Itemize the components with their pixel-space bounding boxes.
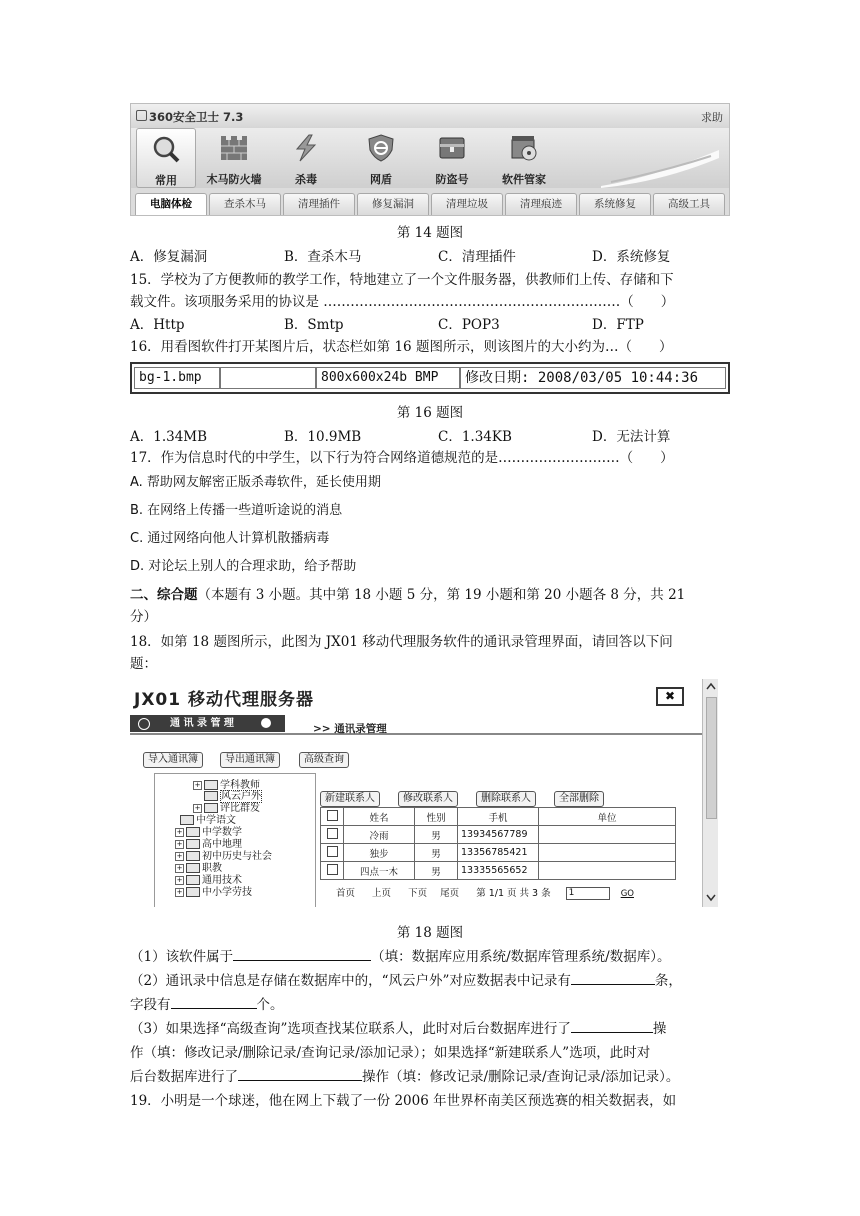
tree-item[interactable]: + 学科教师: [194, 780, 260, 791]
export-contacts-button[interactable]: 导出通讯簿: [220, 752, 280, 768]
page-number-input[interactable]: 1: [566, 887, 610, 900]
table-header-row: [321, 808, 676, 826]
status-modified-date: 修改日期: 2008/03/05 10:44:36: [460, 367, 726, 389]
scroll-down-icon: [703, 891, 718, 905]
tree-item[interactable]: + 职教: [176, 863, 222, 874]
fig18-caption: 第 18 题图: [396, 925, 464, 941]
folder-icon: [186, 887, 200, 897]
tree-item[interactable]: + 评比群发: [194, 803, 260, 814]
tab-advanced-tools[interactable]: 高级工具: [653, 193, 725, 216]
tree-item-selected[interactable]: 风云户外: [204, 787, 262, 802]
software-box-icon: [509, 134, 539, 162]
expand-icon: +: [176, 863, 183, 872]
prev-page-link[interactable]: 上页: [372, 888, 392, 899]
q14-option-b: B．查杀木马: [284, 249, 362, 265]
cell-name: 四点一木: [344, 862, 415, 880]
col-header-unit: 单位: [539, 808, 676, 826]
section2-heading: 二、综合题: [130, 587, 198, 603]
expand-icon: +: [176, 887, 183, 896]
import-contacts-button[interactable]: 导入通讯簿: [143, 752, 203, 768]
q18-sub2-cont: 字段有 个。: [130, 993, 730, 1013]
q15-option-d: D．FTP: [592, 317, 644, 333]
answer-blank[interactable]: [571, 1018, 653, 1033]
close-icon[interactable]: ✖: [656, 687, 684, 706]
cell-name: 冷雨: [344, 826, 415, 844]
q18-sub3-cont2: 后台数据库进行了 操作（填：修改记录/删除记录/查询记录/添加记录）。: [130, 1065, 730, 1085]
q18-line1: 18．如第 18 题图所示，此图为 JX01 移动代理服务软件的通讯录管理界面，请回答以下问: [130, 634, 673, 650]
tree-item[interactable]: 中学语文: [180, 811, 236, 826]
tool-label: 网盾: [370, 173, 392, 186]
answer-blank[interactable]: [233, 946, 371, 961]
section2-desc2: 分）: [130, 609, 157, 625]
decorative-swoosh: [591, 148, 721, 188]
tab-checkup[interactable]: 电脑体检: [135, 193, 207, 216]
tool-label: 防盗号: [435, 173, 469, 186]
tool-anti-theft[interactable]: [423, 128, 481, 186]
q17-option-c: C. 通过网络向他人计算机散播病毒: [130, 531, 330, 546]
tool-label: 常用: [155, 174, 177, 187]
nav-left-icon: [138, 718, 150, 730]
tree-item[interactable]: + 中学数学: [176, 827, 242, 838]
col-header-name: 姓名: [344, 808, 415, 826]
checkbox[interactable]: [327, 864, 338, 875]
cell-unit: [539, 844, 676, 862]
fig18-window: [130, 679, 718, 907]
q15-line2: 载文件。该项服务采用的协议是 …………………………………………………………（ ）: [130, 294, 675, 310]
checkbox[interactable]: [327, 828, 338, 839]
tab-fix-vulns[interactable]: 修复漏洞: [357, 193, 429, 216]
q16-stem: 16．用看图软件打开某图片后，状态栏如第 16 题图所示，则该图片的大小约为…（ ）: [130, 339, 673, 355]
tree-item[interactable]: + 初中历史与社会: [176, 851, 272, 862]
fig14-caption: 第 14 题图: [396, 225, 464, 241]
expand-icon: +: [176, 875, 183, 884]
tab-system-repair[interactable]: 系统修复: [579, 193, 651, 216]
window-scrollbar[interactable]: [702, 679, 718, 907]
checkbox[interactable]: [327, 846, 338, 857]
nav-title[interactable]: 通 讯 录 管 理: [170, 718, 234, 729]
image-viewer-statusbar: [130, 362, 730, 394]
cell-unit: [539, 826, 676, 844]
section2-heading-line: [130, 583, 730, 603]
expand-icon: +: [176, 827, 183, 836]
expand-icon: +: [194, 803, 201, 812]
fig14-window: [130, 103, 730, 216]
cell-name: 独步: [344, 844, 415, 862]
q18-sub2: （2）通讯录中信息是存储在数据库中的，“风云户外”对应数据表中记录有 条，: [130, 969, 730, 989]
cell-mobile: 13335565652: [458, 862, 539, 880]
q16-option-c: C．1.34KB: [438, 429, 512, 445]
tree-item[interactable]: + 高中地理: [176, 839, 242, 850]
scroll-up-icon: [703, 679, 718, 693]
q18-sub1: （1）该软件属于 （填：数据库应用系统/数据库管理系统/数据库）。: [130, 945, 730, 965]
q14-option-a: A．修复漏洞: [130, 249, 208, 265]
next-page-link[interactable]: 下页: [408, 888, 428, 899]
delete-contact-button[interactable]: 删除联系人: [476, 791, 536, 807]
q15-option-b: B．Smtp: [284, 317, 344, 333]
col-header-gender: 性别: [415, 808, 458, 826]
expand-icon: +: [176, 839, 183, 848]
q15-line1: 15．学校为了方便教师的教学工作，特地建立了一个文件服务器，供教师们上传、存储和下: [130, 272, 674, 288]
app-title: 360安全卫士 7.3: [149, 110, 244, 124]
table-row[interactable]: [321, 844, 676, 862]
help-link[interactable]: 求助: [701, 111, 723, 124]
app-logo-icon: [136, 110, 147, 121]
q15-option-c: C．POP3: [438, 317, 500, 333]
cell-mobile: 13934567789: [458, 826, 539, 844]
q16-option-d: D．无法计算: [592, 429, 671, 445]
tab-clean-traces[interactable]: 清理痕迹: [505, 193, 577, 216]
nav-bar: [130, 715, 285, 732]
tab-clean-junk[interactable]: 清理垃圾: [431, 193, 503, 216]
delete-all-button[interactable]: 全部删除: [554, 791, 604, 807]
tool-label: 软件管家: [502, 173, 546, 186]
lightning-icon: [291, 134, 321, 162]
jx-window-title: JX01 移动代理服务器: [134, 690, 315, 710]
q14-option-d: D．系统修复: [592, 249, 671, 265]
answer-blank[interactable]: [571, 970, 655, 985]
tool-common[interactable]: [136, 128, 196, 188]
scroll-thumb[interactable]: [706, 697, 717, 819]
q18-sub3: （3）如果选择“高级查询”选项查找某位联系人，此时对后台数据库进行了 操: [130, 1017, 730, 1037]
section2-desc: （本题有 3 小题。其中第 18 小题 5 分，第 19 小题和第 20 小题各 8 分，共 21: [197, 587, 686, 603]
first-page-link[interactable]: 首页: [336, 888, 356, 899]
tool-label: 木马防火墙: [206, 173, 262, 186]
select-all-cell[interactable]: [321, 808, 344, 826]
cell-gender: 男: [415, 844, 458, 862]
checkbox[interactable]: [327, 810, 338, 821]
safe-box-icon: [437, 134, 467, 162]
q14-option-c: C．清理插件: [438, 249, 516, 265]
tree-item[interactable]: + 中小学劳技: [176, 887, 252, 898]
q17-option-d: D. 对论坛上别人的合理求助，给予帮助: [130, 559, 357, 574]
nav-divider: [130, 733, 718, 735]
tab-trojan-scan[interactable]: 查杀木马: [209, 193, 281, 216]
status-dimensions: 800x600x24b BMP: [316, 367, 460, 389]
tool-label: 杀毒: [295, 173, 317, 186]
q16-option-b: B．10.9MB: [284, 429, 362, 445]
shield-icon: [366, 134, 396, 162]
q18-line2: 题：: [130, 656, 157, 672]
edit-contact-button[interactable]: 修改联系人: [398, 791, 458, 807]
q17-option-b: B. 在网络上传播一些道听途说的消息: [130, 503, 343, 518]
table-row[interactable]: [321, 826, 676, 844]
status-blank-cell: [220, 367, 316, 389]
tool-webshield[interactable]: [352, 128, 410, 186]
answer-blank[interactable]: [171, 994, 257, 1009]
page-info: 第 1/1 页 共 3 条: [476, 888, 551, 899]
fig16-caption: 第 16 题图: [396, 405, 464, 421]
last-page-link[interactable]: 尾页: [440, 888, 460, 899]
fig14-tabs: [131, 188, 729, 215]
col-header-mobile: 手机: [458, 808, 539, 826]
advanced-search-button[interactable]: 高级查询: [299, 752, 349, 768]
contacts-table: [320, 807, 676, 880]
cell-mobile: 13356785421: [458, 844, 539, 862]
cell-gender: 男: [415, 862, 458, 880]
expand-icon: +: [176, 851, 183, 860]
cell-gender: 男: [415, 826, 458, 844]
answer-blank[interactable]: [238, 1066, 362, 1081]
q18-sub3-cont: 作（填：修改记录/删除记录/查询记录/添加记录）；如果选择“新建联系人”选项，此时对: [130, 1045, 651, 1061]
magnifier-icon: [151, 135, 181, 163]
status-filename: bg-1.bmp: [134, 367, 220, 389]
fig14-titlebar: [131, 104, 729, 128]
arrow-right-icon: [261, 718, 271, 728]
tool-firewall[interactable]: [205, 128, 263, 186]
expand-icon: +: [194, 780, 201, 789]
new-contact-button[interactable]: 新建联系人: [320, 791, 380, 807]
table-row[interactable]: [321, 862, 676, 880]
q16-option-a: A．1.34MB: [130, 429, 208, 445]
q17-stem: 17．作为信息时代的中学生，以下行为符合网络道德规范的是………………………（ ）: [130, 450, 674, 466]
breadcrumb: >> 通讯录管理: [313, 723, 387, 735]
q19-line1: 19．小明是一个球迷，他在网上下载了一份 2006 年世界杯南美区预选赛的相关数据表，如: [130, 1093, 677, 1109]
tool-software-manager[interactable]: [495, 128, 553, 186]
q17-option-a: A. 帮助网友解密正版杀毒软件，延长使用期: [130, 475, 381, 490]
tree-item[interactable]: + 通用技术: [176, 875, 242, 886]
go-button[interactable]: GO: [620, 889, 634, 899]
cell-unit: [539, 862, 676, 880]
tool-antivirus[interactable]: [277, 128, 335, 186]
brick-wall-icon: [219, 134, 249, 162]
fig14-toolbar: [131, 128, 729, 188]
pagination: [320, 885, 692, 900]
tab-clean-plugins[interactable]: 清理插件: [283, 193, 355, 216]
contact-group-tree: [154, 773, 316, 907]
q15-option-a: A．Http: [130, 317, 185, 333]
